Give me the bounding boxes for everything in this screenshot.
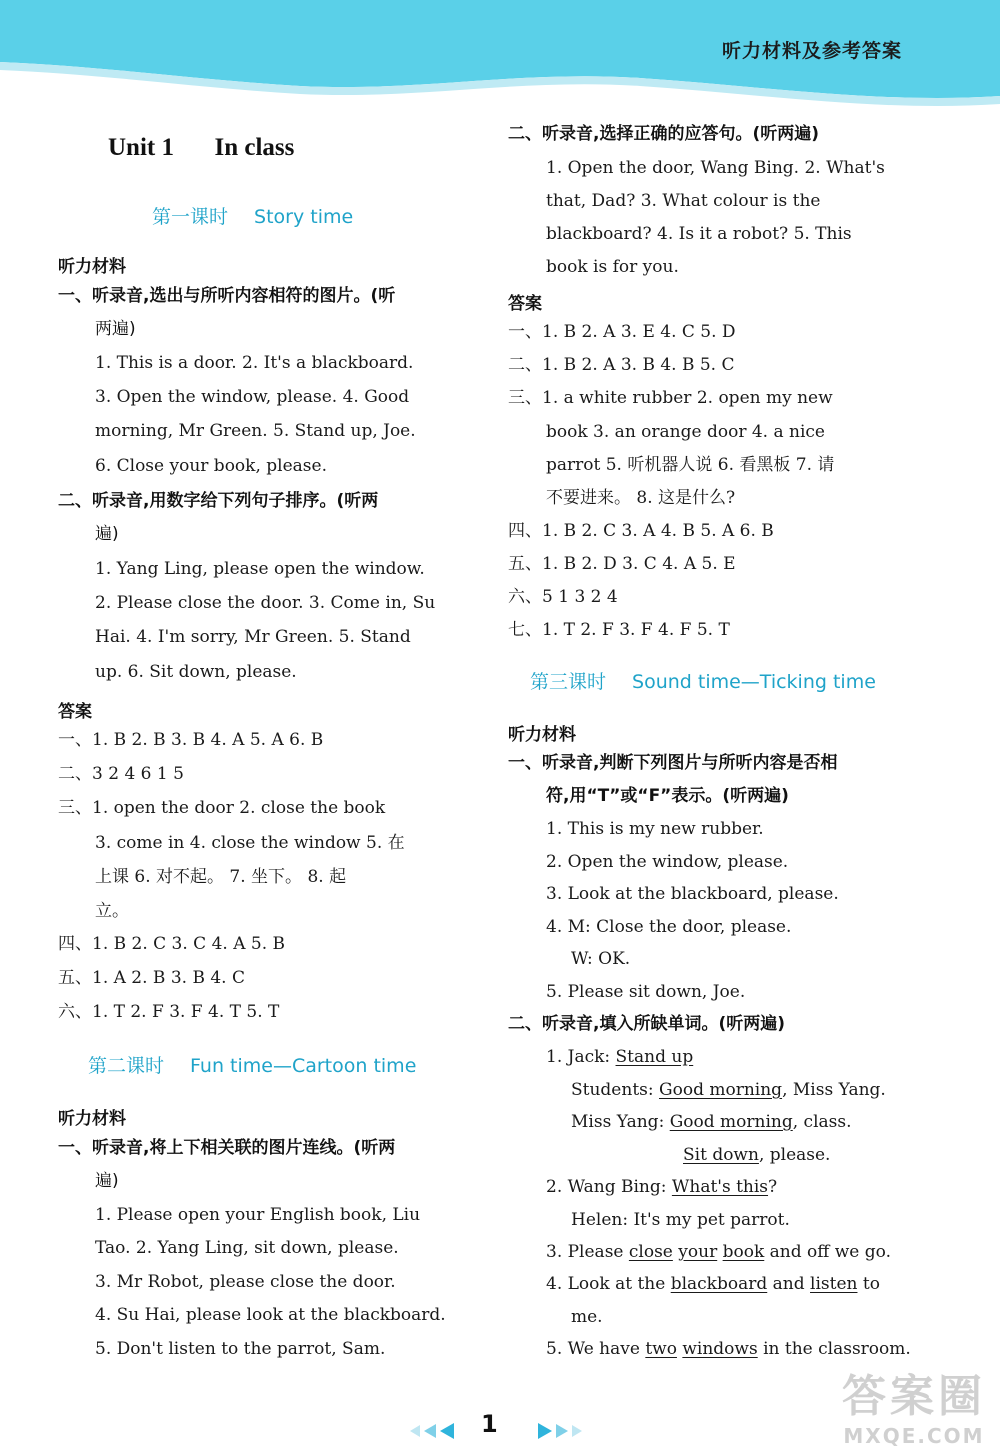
answer-line: 3. come in 4. close the window 5. 在 bbox=[95, 833, 405, 853]
left-arrow-icon bbox=[410, 1425, 420, 1437]
fill-text: 4. Look at the bbox=[546, 1274, 671, 1294]
fill-line bbox=[546, 1236, 891, 1269]
answer-line: 二、3 2 4 6 1 5 bbox=[58, 764, 184, 784]
answer-line: 立。 bbox=[95, 901, 129, 921]
lesson-3-heading bbox=[530, 667, 876, 694]
question-title: 二、听录音,填入所缺单词。(听两遍) bbox=[508, 1014, 785, 1034]
fill-text: ? bbox=[768, 1177, 778, 1197]
section-label-answer: 答案 bbox=[508, 294, 542, 314]
fill-text: 2. Wang Bing: bbox=[546, 1177, 672, 1197]
fill-text: and off we go. bbox=[764, 1242, 891, 1262]
unit-title bbox=[108, 134, 294, 162]
fill-answer: close bbox=[628, 1242, 673, 1262]
section-label-material: 听力材料 bbox=[58, 1109, 126, 1129]
answer-line: 一、1. B 2. B 3. B 4. A 5. A 6. B bbox=[58, 730, 324, 750]
header-title: 听力材料及参考答案 bbox=[721, 40, 902, 62]
material-line: blackboard? 4. Is it a robot? 5. This bbox=[546, 224, 852, 244]
material-line: 1. Yang Ling, please open the window. bbox=[95, 559, 425, 579]
fill-line bbox=[546, 1041, 693, 1074]
material-line: 1. Please open your English book, Liu bbox=[95, 1205, 421, 1225]
fill-line: me. bbox=[571, 1307, 603, 1327]
fill-answer: two bbox=[645, 1339, 677, 1359]
answer-line: 二、1. B 2. A 3. B 4. B 5. C bbox=[508, 355, 735, 375]
material-line: 5. Don't listen to the parrot, Sam. bbox=[95, 1339, 386, 1359]
material-line: W: OK. bbox=[571, 949, 631, 969]
lesson-3-cn: 第三课时 bbox=[530, 671, 607, 693]
fill-answer: your bbox=[678, 1242, 718, 1262]
material-line: 5. Please sit down, Joe. bbox=[546, 982, 746, 1002]
question-title-cont: 两遍) bbox=[95, 319, 136, 339]
answer-line: 三、1. open the door 2. close the book bbox=[58, 798, 386, 818]
material-line: morning, Mr Green. 5. Stand up, Joe. bbox=[95, 421, 416, 441]
right-arrow-icon bbox=[556, 1424, 568, 1438]
material-line: 3. Look at the blackboard, please. bbox=[546, 884, 839, 904]
question-title-cont: 遍) bbox=[95, 524, 119, 544]
fill-line bbox=[546, 1171, 777, 1204]
answer-line: 六、5 1 3 2 4 bbox=[508, 587, 618, 607]
unit-number: Unit 1 bbox=[108, 134, 174, 161]
lesson-2-heading bbox=[88, 1051, 416, 1078]
answer-line: 三、1. a white rubber 2. open my new bbox=[508, 388, 833, 408]
right-arrow-icon bbox=[538, 1423, 552, 1439]
fill-text: 1. Jack: bbox=[546, 1047, 616, 1067]
answer-line: 不要进来。 8. 这是什么? bbox=[546, 488, 736, 508]
fill-answer: Good morning bbox=[669, 1112, 793, 1132]
fill-answer: book bbox=[722, 1242, 765, 1262]
material-line: 6. Close your book, please. bbox=[95, 456, 327, 476]
fill-answer: listen bbox=[810, 1274, 858, 1294]
fill-line bbox=[571, 1106, 852, 1139]
lesson-3-en: Sound time—Ticking time bbox=[632, 671, 876, 693]
fill-line bbox=[571, 1074, 886, 1107]
fill-answer: Good morning bbox=[659, 1080, 783, 1100]
question-title: 二、听录音,选择正确的应答句。(听两遍) bbox=[508, 124, 819, 144]
answer-line: parrot 5. 听机器人说 6. 看黑板 7. 请 bbox=[546, 455, 835, 475]
answer-line: 五、1. B 2. D 3. C 4. A 5. E bbox=[508, 554, 736, 574]
material-line: 2. Open the window, please. bbox=[546, 852, 789, 872]
material-line: 1. Open the door, Wang Bing. 2. What's bbox=[546, 158, 885, 178]
fill-answer: Stand up bbox=[615, 1047, 694, 1067]
fill-answer: blackboard bbox=[670, 1274, 768, 1294]
lesson-1-cn: 第一课时 bbox=[152, 206, 229, 228]
lesson-2-en: Fun time—Cartoon time bbox=[190, 1055, 417, 1077]
fill-line bbox=[546, 1268, 880, 1301]
material-line: 4. Su Hai, please look at the blackboard. bbox=[95, 1305, 446, 1325]
question-title: 一、听录音,选出与所听内容相符的图片。(听 bbox=[58, 286, 396, 306]
answer-line: 上课 6. 对不起。 7. 坐下。 8. 起 bbox=[95, 867, 347, 887]
answer-line: 六、1. T 2. F 3. F 4. T 5. T bbox=[58, 1002, 280, 1022]
material-line: 1. This is my new rubber. bbox=[546, 819, 764, 839]
material-line: 4. M: Close the door, please. bbox=[546, 917, 792, 937]
question-title: 二、听录音,用数字给下列句子排序。(听两 bbox=[58, 491, 379, 511]
left-arrow-icon bbox=[424, 1424, 436, 1438]
fill-answer: Sit down bbox=[683, 1145, 759, 1165]
answer-line: 七、1. T 2. F 3. F 4. F 5. T bbox=[508, 620, 730, 640]
fill-answer: What's this bbox=[671, 1177, 769, 1197]
fill-answer: windows bbox=[682, 1339, 758, 1359]
material-line: 2. Please close the door. 3. Come in, Su bbox=[95, 593, 436, 613]
question-title: 一、听录音,判断下列图片与所听内容是否相 bbox=[508, 753, 838, 773]
material-line: book is for you. bbox=[546, 257, 679, 277]
lesson-1-en: Story time bbox=[254, 206, 354, 228]
section-label-material: 听力材料 bbox=[58, 257, 126, 277]
fill-text: 3. Please bbox=[546, 1242, 629, 1262]
watermark-logo: 答案圈 MXQE.COM bbox=[842, 1371, 986, 1448]
lesson-1-heading bbox=[152, 202, 353, 229]
fill-line bbox=[683, 1139, 830, 1172]
fill-text: , class. bbox=[792, 1112, 852, 1132]
left-arrow-icon bbox=[440, 1423, 454, 1439]
section-label-answer: 答案 bbox=[58, 702, 92, 722]
page-number: 1 bbox=[481, 1410, 498, 1438]
answer-line: 四、1. B 2. C 3. C 4. A 5. B bbox=[58, 934, 286, 954]
question-title-cont: 符,用“T”或“F”表示。(听两遍) bbox=[546, 786, 789, 806]
fill-text: in the classroom. bbox=[757, 1339, 911, 1359]
unit-name: In class bbox=[214, 134, 295, 161]
question-title-cont: 遍) bbox=[95, 1171, 119, 1191]
material-line: 1. This is a door. 2. It's a blackboard. bbox=[95, 353, 414, 373]
material-line: 3. Mr Robot, please close the door. bbox=[95, 1272, 396, 1292]
material-line: 3. Open the window, please. 4. Good bbox=[95, 387, 410, 407]
answer-line: book 3. an orange door 4. a nice bbox=[546, 422, 825, 442]
fill-line: Helen: It's my pet parrot. bbox=[571, 1210, 790, 1230]
fill-text: to bbox=[857, 1274, 880, 1294]
material-line: that, Dad? 3. What colour is the bbox=[546, 191, 821, 211]
lesson-2-cn: 第二课时 bbox=[88, 1055, 165, 1077]
question-title: 一、听录音,将上下相关联的图片连线。(听两 bbox=[58, 1138, 396, 1158]
fill-text: , Miss Yang. bbox=[782, 1080, 886, 1100]
fill-text: Students: bbox=[571, 1080, 660, 1100]
material-line: up. 6. Sit down, please. bbox=[95, 662, 297, 682]
fill-text: Miss Yang: bbox=[571, 1112, 670, 1132]
section-label-material: 听力材料 bbox=[508, 725, 576, 745]
fill-text: , please. bbox=[758, 1145, 831, 1165]
answer-line: 五、1. A 2. B 3. B 4. C bbox=[58, 968, 245, 988]
material-line: Tao. 2. Yang Ling, sit down, please. bbox=[95, 1238, 399, 1258]
answer-line: 一、1. B 2. A 3. E 4. C 5. D bbox=[508, 322, 736, 342]
answer-line: 四、1. B 2. C 3. A 4. B 5. A 6. B bbox=[508, 521, 774, 541]
material-line: Hai. 4. I'm sorry, Mr Green. 5. Stand bbox=[95, 627, 411, 647]
fill-text: 5. We have bbox=[546, 1339, 646, 1359]
fill-text: and bbox=[767, 1274, 811, 1294]
right-arrow-icon bbox=[572, 1425, 582, 1437]
